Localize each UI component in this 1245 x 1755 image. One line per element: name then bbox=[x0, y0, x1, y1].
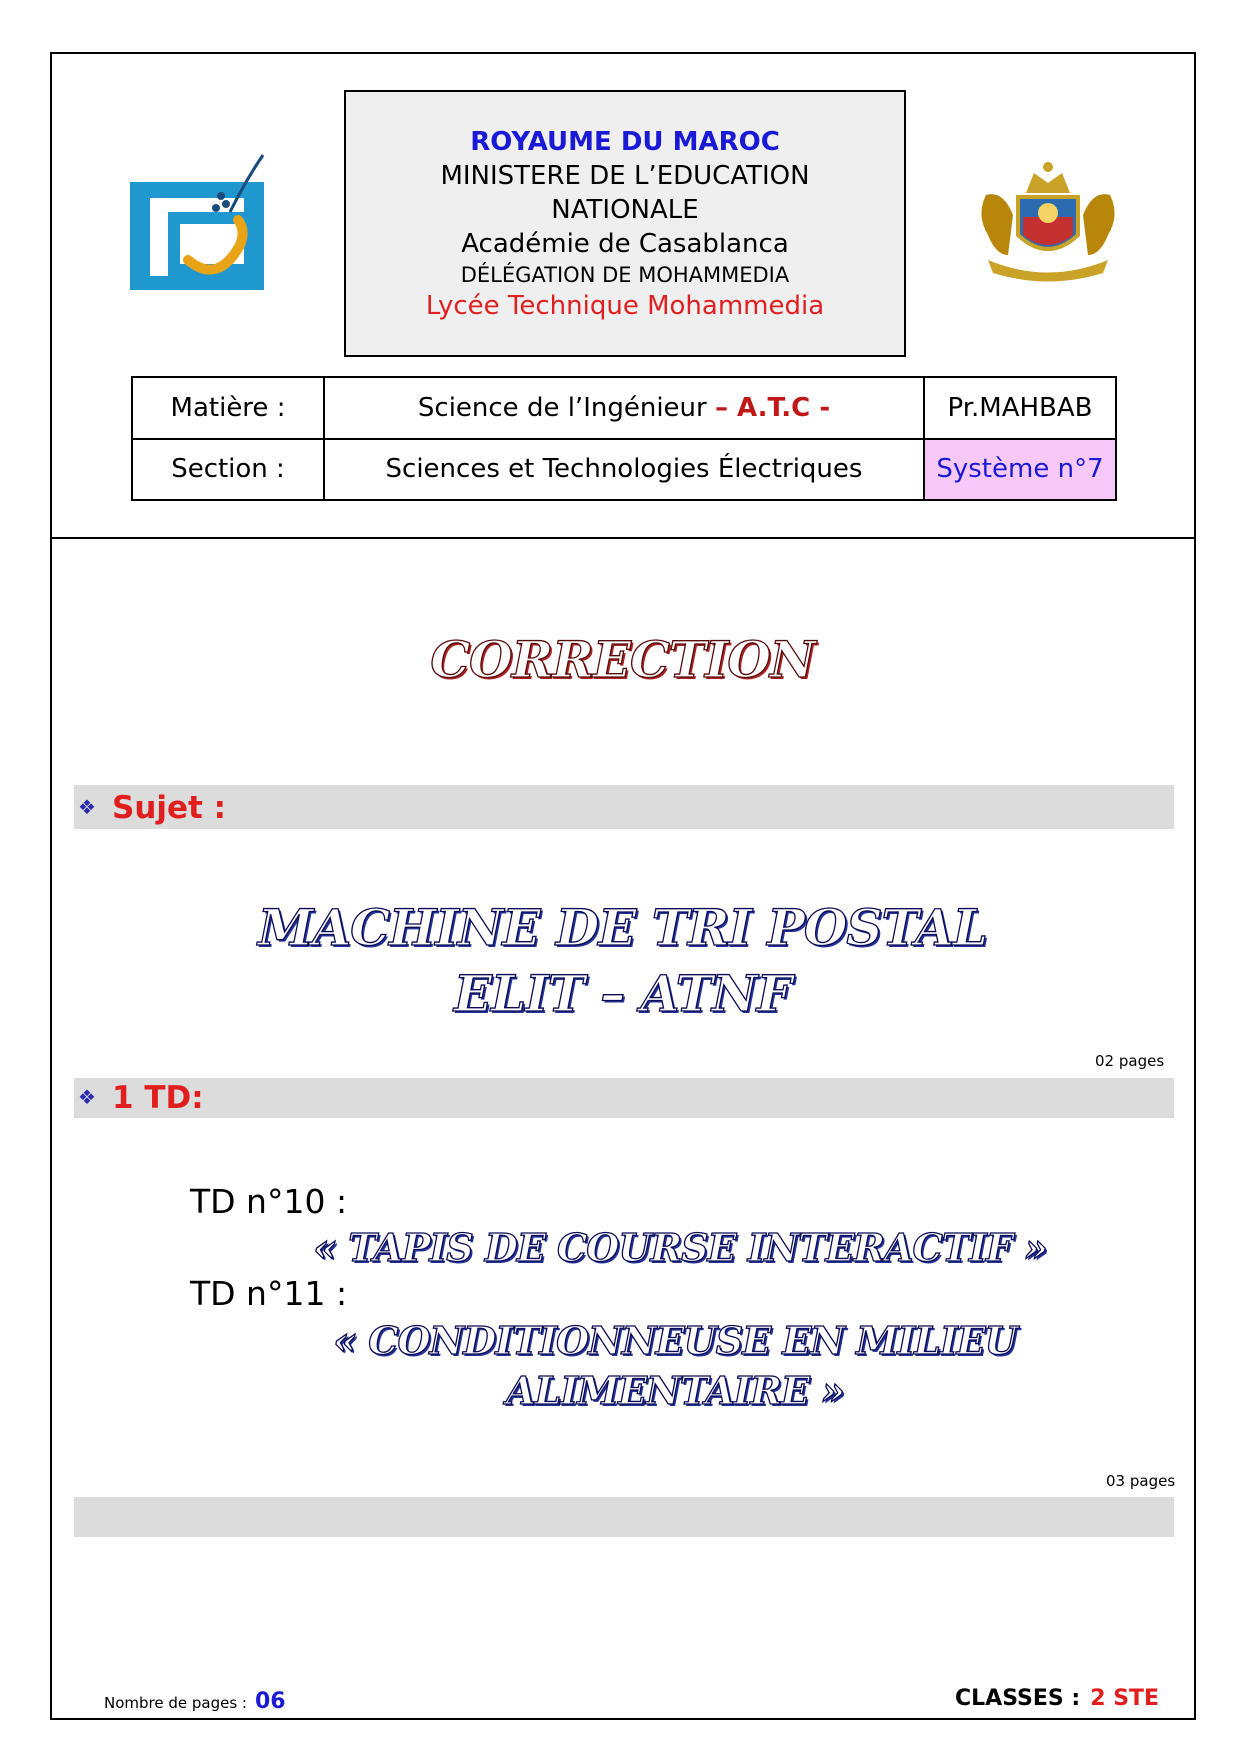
classes-label: CLASSES : bbox=[955, 1686, 1081, 1711]
institution-header bbox=[344, 90, 906, 357]
page-count bbox=[104, 1689, 286, 1714]
table-row bbox=[132, 377, 1116, 439]
page-count-label: Nombre de pages : bbox=[104, 1694, 247, 1712]
sujet-band bbox=[74, 785, 1174, 829]
td11-title-line2: ALIMENTAIRE » bbox=[506, 1368, 844, 1413]
bullet-diamond-icon bbox=[78, 798, 98, 818]
sujet-heading bbox=[78, 786, 226, 830]
professor-name: Pr.MAHBAB bbox=[924, 377, 1116, 439]
td-label: 1 TD: bbox=[112, 1080, 204, 1116]
ministry-name-cont: NATIONALE bbox=[551, 194, 699, 225]
td11-title-line1: « CONDITIONNEUSE EN MILIEU bbox=[333, 1318, 1017, 1363]
sujet-label: Sujet : bbox=[112, 790, 227, 826]
td-band bbox=[74, 1078, 1174, 1118]
correction-title: CORRECTION bbox=[430, 630, 815, 689]
header-divider bbox=[50, 537, 1196, 539]
subject-title bbox=[0, 895, 1245, 1027]
classes bbox=[955, 1686, 1159, 1711]
sujet-pages: 02 pages bbox=[1095, 1052, 1165, 1070]
delegation-name: DÉLÉGATION DE MOHAMMEDIA bbox=[460, 262, 790, 287]
subject-value bbox=[324, 377, 924, 439]
system-number: Système n°7 bbox=[924, 439, 1116, 501]
academy-name: Académie de Casablanca bbox=[461, 228, 789, 259]
td-heading bbox=[78, 1078, 204, 1118]
td10-label: TD n°10 : bbox=[190, 1182, 348, 1221]
course-info-table bbox=[131, 376, 1117, 501]
subject-label: Matière : bbox=[132, 377, 324, 439]
bullet-diamond-icon bbox=[78, 1088, 98, 1108]
classes-value: 2 STE bbox=[1090, 1686, 1160, 1711]
ministry-name: MINISTERE DE L’EDUCATION bbox=[440, 160, 810, 191]
subject-tag: – A.T.C - bbox=[714, 392, 831, 423]
coat-of-arms-icon bbox=[968, 155, 1128, 285]
section-label: Section : bbox=[132, 439, 324, 501]
table-row bbox=[132, 439, 1116, 501]
td11-title bbox=[330, 1316, 1020, 1416]
td11-label: TD n°11 : bbox=[190, 1274, 348, 1313]
subject-title-line1: MACHINE DE TRI POSTAL bbox=[258, 898, 987, 957]
td-pages: 03 pages bbox=[1106, 1472, 1176, 1490]
school-name: Lycée Technique Mohammedia bbox=[425, 290, 825, 321]
subject-title-line2: ELIT – ATNF bbox=[453, 964, 792, 1023]
page-count-value: 06 bbox=[254, 1689, 286, 1714]
ministry-logo-icon bbox=[128, 150, 268, 295]
empty-band bbox=[74, 1497, 1174, 1537]
subject-name: Science de l’Ingénieur bbox=[417, 392, 707, 423]
section-value: Sciences et Technologies Électriques bbox=[324, 439, 924, 501]
kingdom-name: ROYAUME DU MAROC bbox=[470, 126, 780, 157]
td10-title: « TAPIS DE COURSE INTERACTIF » bbox=[313, 1225, 1047, 1270]
